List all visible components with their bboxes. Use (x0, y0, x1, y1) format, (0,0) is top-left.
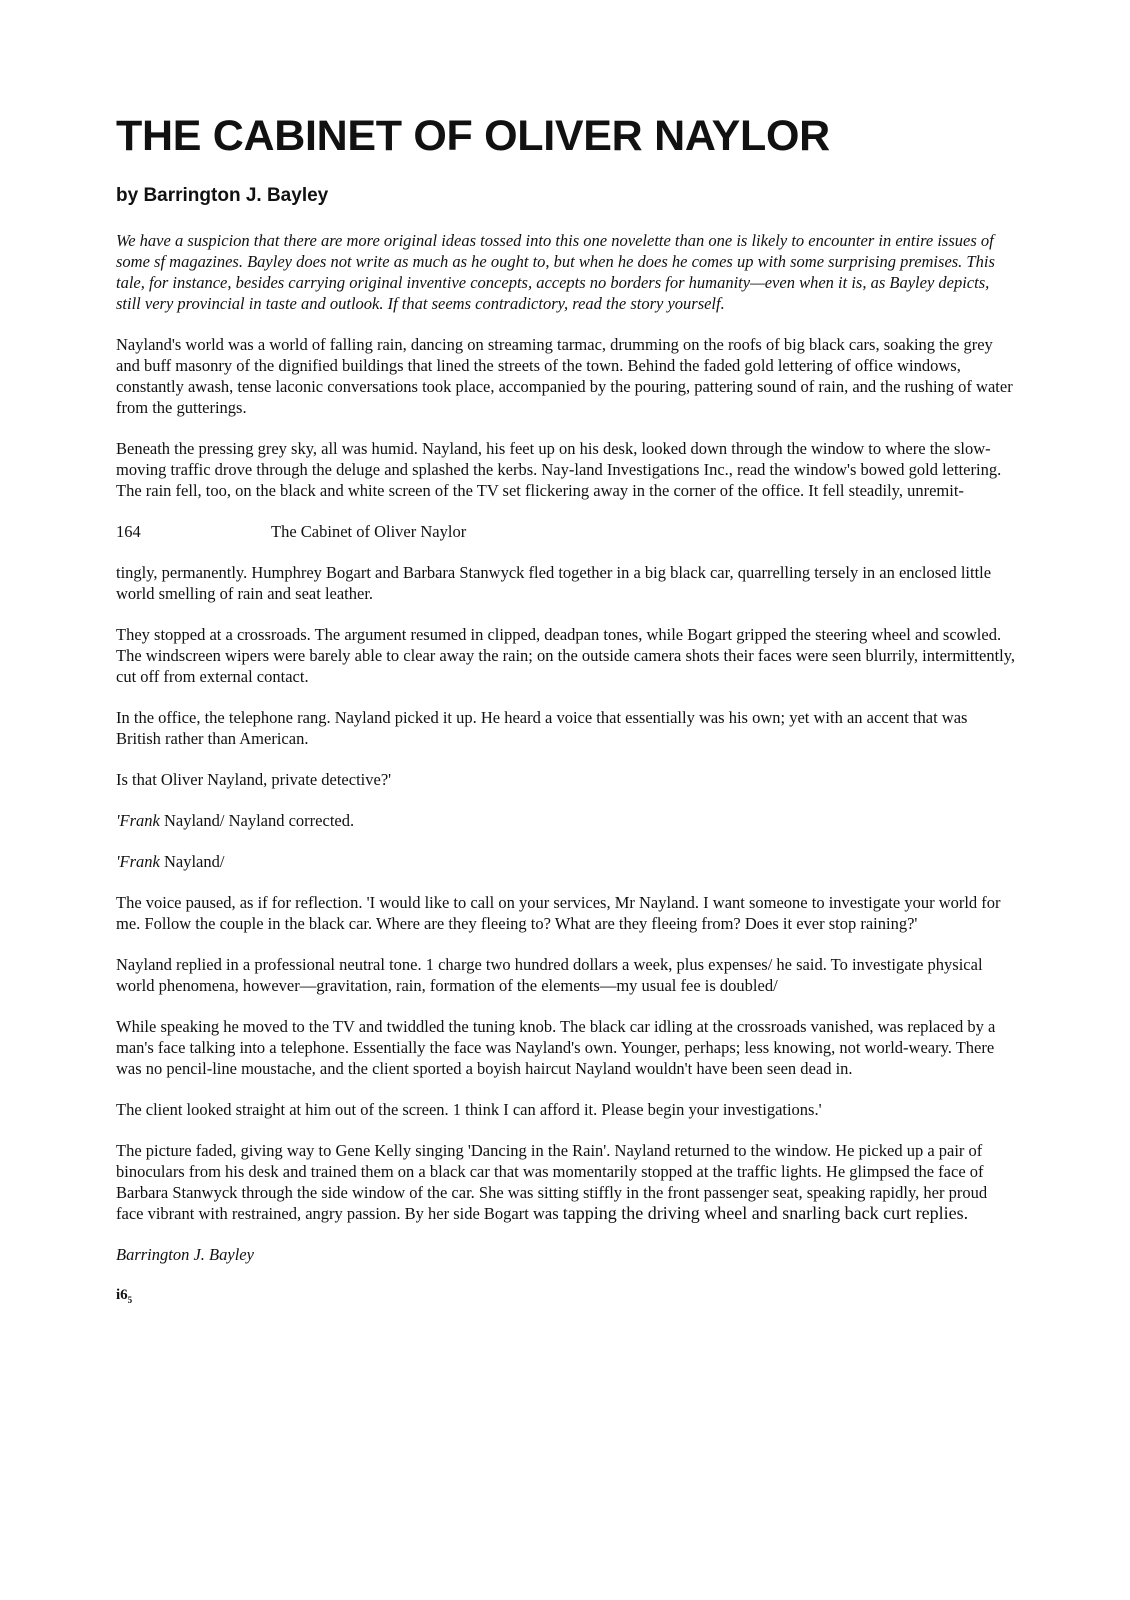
paragraph: tingly, permanently. Humphrey Bogart and Barbara Stanwyck fled together in a big black car, quarrelling tersely in an enclosed little world smelling of rain and seat leather. (116, 563, 992, 603)
running-head (116, 521, 1016, 542)
paragraph: While speaking he moved to the TV and twiddled the tuning knob. The black car idling at the crossroads vanished, was replaced by a man's face talking into a telephone. Essentially the face was Nayland's own. Younger, perhaps; less knowing, not world-weary. There was no pencil-line moustache, and the client sported a boyish haircut Nayland wouldn't have been seen dead in. (116, 1017, 996, 1078)
footer-author: Barrington J. Bayley (116, 1245, 254, 1264)
page-folio (116, 1285, 1016, 1311)
paragraph: Is that Oliver Nayland, private detective?' (116, 770, 392, 789)
paragraph: Nayland replied in a professional neutral tone. 1 charge two hundred dollars a week, plus expenses/ he said. To investigate physical world phenomena, however—gravitation, rain, formation of the elements—my usual fee is doubled/ (116, 955, 983, 995)
folio-main: i6 (116, 1287, 128, 1303)
paragraph-tail: tapping the driving wheel and snarling back curt replies. (562, 1203, 969, 1223)
paragraph: Nayland's world was a world of falling rain, dancing on streaming tarmac, drumming on the roofs of big black cars, soaking the grey and buff masonry of the dignified buildings that lined the streets of the town. Behind the faded gold lettering of office windows, constantly awash, tense laconic conversations took place, accompanied by the pouring, pattering sound of rain, and the rushing of water from the gutterings. (116, 335, 1013, 417)
dialogue-italic-name: 'Frank (116, 852, 160, 871)
author-byline: by Barrington J. Bayley (116, 185, 329, 206)
dialogue-text: Nayland/ Nayland corrected. (159, 811, 355, 830)
paragraph: Beneath the pressing grey sky, all was humid. Nayland, his feet up on his desk, looked down through the window to where the slow-moving traffic drove through the deluge and splashed the kerbs. Nay-land Investigations Inc., read the window's bowed gold lettering. The rain fell, too, on the black and white screen of the TV set flickering away in the corner of the office. It fell steadily, unremit- (116, 439, 1002, 500)
dialogue-line (116, 810, 1016, 831)
paragraph: The client looked straight at him out of the screen. 1 think I can afford it. Please begin your investigations.' (116, 1100, 822, 1119)
dialogue-italic-name: 'Frank (116, 811, 160, 830)
dialogue-line (116, 851, 1016, 872)
running-head-title: The Cabinet of Oliver Naylor (271, 522, 467, 541)
running-head-page-number: 164 (116, 522, 141, 541)
paragraph: In the office, the telephone rang. Nayland picked it up. He heard a voice that essentially was his own; yet with an accent that was British rather than American. (116, 708, 968, 748)
paragraph: The voice paused, as if for reflection. 'I would like to call on your services, Mr Nayland. I want someone to investigate your world for me. Follow the couple in the black car. Where are they fleeing to? What are they fleeing from? Does it ever stop raining?' (116, 893, 1001, 933)
editorial-intro: We have a suspicion that there are more original ideas tossed into this one novelette than one is likely to encounter in entire issues of some sf magazines. Bayley does not write as much as he ought to, but when he does he comes up with some surprising premises. This tale, for instance, besides carrying original inventive concepts, accepts no borders for humanity—even when it is, as Bayley depicts, still very provincial in taste and outlook. If that seems contradictory, read the story yourself. (116, 231, 995, 313)
dialogue-text: Nayland/ (159, 852, 225, 871)
paragraph: They stopped at a crossroads. The argument resumed in clipped, deadpan tones, while Bogart gripped the steering wheel and scowled. The windscreen wipers were barely able to clear away the rain; on the outside camera shots their faces were seen blurrily, intermittently, cut off from external contact. (116, 625, 1016, 686)
story-body (116, 230, 1016, 1331)
folio-subscript: 5 (127, 1295, 133, 1305)
story-title: THE CABINET OF OLIVER NAYLOR (116, 112, 830, 160)
paragraph (116, 1140, 1016, 1224)
paragraph-main: The picture faded, giving way to Gene Kelly singing 'Dancing in the Rain'. Nayland returned to the window. He picked up a pair of binoculars from his desk and trained them on a black car that was momentarily stopped at the traffic lights. He glimpsed the face of Barbara Stanwyck through the side window of the car. She was sitting stiffly in the front passenger seat, speaking rapidly, her proud face vibrant with restrained, angry passion. By her side Bogart was (116, 1141, 988, 1223)
